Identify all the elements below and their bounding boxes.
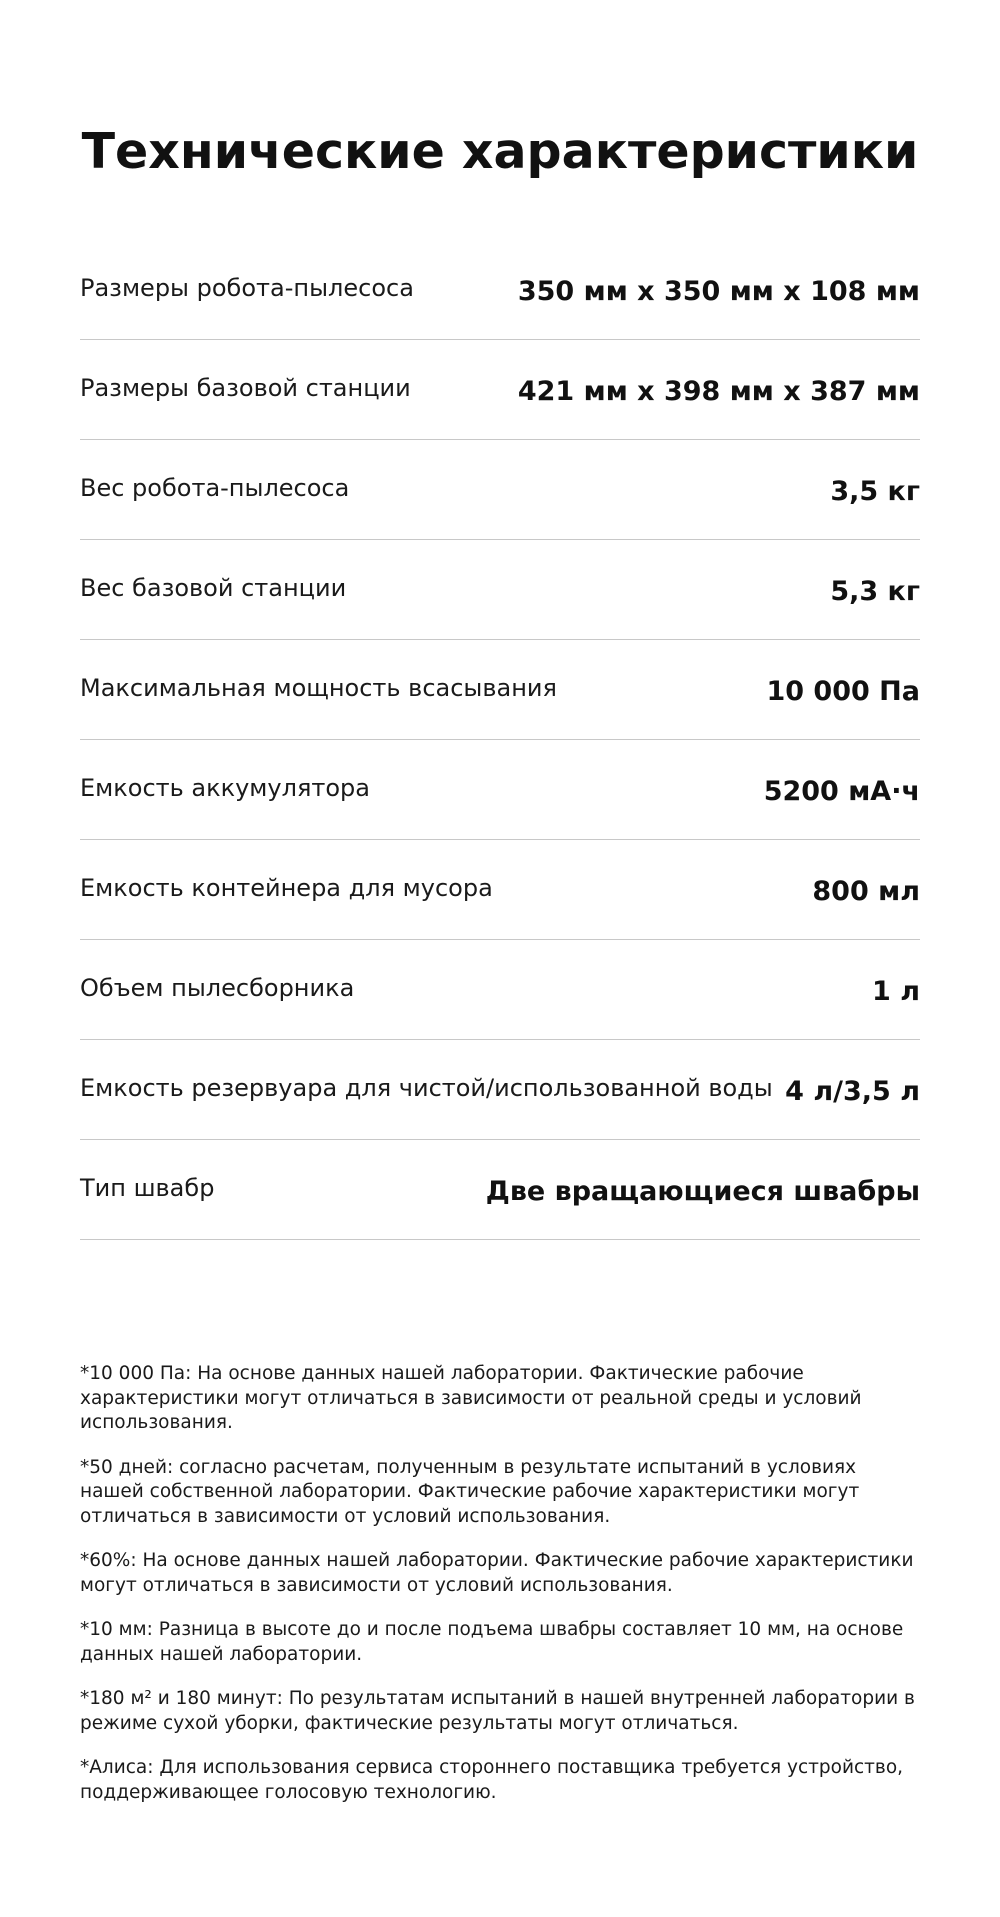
spec-label: Емкость контейнера для мусора — [80, 874, 493, 902]
footnote: *10 000 Па: На основе данных нашей лаборатории. Фактические рабочие характеристики могут отличаться в зависимости от реальной среды и условий использования. — [80, 1363, 862, 1433]
spec-label: Вес базовой станции — [80, 574, 347, 602]
spec-value: 10 000 Па — [766, 676, 920, 707]
spec-label: Вес робота-пылесоса — [80, 474, 350, 502]
spec-label: Емкость аккумулятора — [80, 774, 370, 802]
spec-value: Две вращающиеся швабры — [485, 1176, 920, 1207]
spec-row-water-tank — [80, 1040, 920, 1140]
spec-value: 4 л/3,5 л — [785, 1076, 920, 1107]
spec-value: 1 л — [872, 976, 920, 1007]
footnotes — [80, 1362, 920, 1825]
spec-label: Тип швабр — [80, 1174, 215, 1202]
spec-label: Размеры робота-пылесоса — [80, 274, 414, 302]
spec-value: 350 мм x 350 мм x 108 мм — [517, 276, 920, 307]
spec-value: 421 мм x 398 мм x 387 мм — [517, 376, 920, 407]
spec-label: Размеры базовой станции — [80, 374, 411, 402]
spec-row-mop-type — [80, 1140, 920, 1240]
spec-value: 800 мл — [812, 876, 920, 907]
spec-row-suction-power — [80, 640, 920, 740]
spec-table — [80, 240, 920, 1240]
spec-row-robot-weight — [80, 440, 920, 540]
spec-row-station-dimensions — [80, 340, 920, 440]
spec-label: Максимальная мощность всасывания — [80, 674, 557, 702]
footnote: *Алиса: Для использования сервиса стороннего поставщика требуется устройство, поддерживающее голосовую технологию. — [80, 1757, 904, 1803]
footnote: *60%: На основе данных нашей лаборатории. Фактические рабочие характеристики могут отличаться в зависимости от условий использования. — [80, 1550, 914, 1596]
spec-row-station-weight — [80, 540, 920, 640]
spec-value: 5,3 кг — [830, 576, 920, 607]
spec-value: 5200 мА·ч — [763, 776, 920, 807]
spec-row-dust-container — [80, 840, 920, 940]
spec-label: Емкость резервуара для чистой/использованной воды — [80, 1074, 773, 1102]
spec-value: 3,5 кг — [830, 476, 920, 507]
page-title: Технические характеристики — [81, 123, 919, 180]
spec-label: Объем пылесборника — [80, 974, 355, 1002]
spec-row-battery-capacity — [80, 740, 920, 840]
spec-row-dust-bag — [80, 940, 920, 1040]
footnote: *50 дней: согласно расчетам, полученным в результате испытаний в условиях нашей собственной лаборатории. Фактические рабочие характеристики могут отличаться в зависимости от условий использования. — [80, 1456, 860, 1527]
footnote: *10 мм: Разница в высоте до и после подъема швабры составляет 10 мм, на основе данных нашей лаборатории. — [80, 1619, 904, 1665]
footnote: *180 м² и 180 минут: По результатам испытаний в нашей внутренней лаборатории в режиме сухой уборки, фактические результаты могут отличаться. — [80, 1688, 915, 1734]
spec-row-robot-dimensions — [80, 240, 920, 340]
